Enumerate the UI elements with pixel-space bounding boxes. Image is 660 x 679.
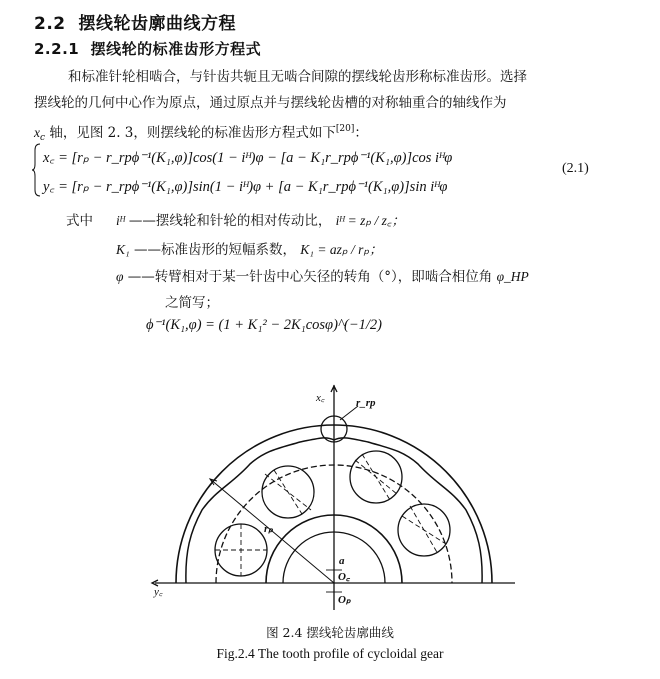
label-rp: rₚ: [264, 523, 273, 535]
cycloidal-gear-figure: [140, 382, 525, 614]
subsection-number: 2.2.1: [34, 40, 80, 58]
definition-formula: φ_HP: [496, 269, 529, 284]
label-oc: O꜀: [338, 571, 350, 583]
equation-y: y꜀ = [rₚ − r_rpϕ⁻¹(K₁,φ)]sin(1 − iᴴ)φ + [a − K₁r_rpϕ⁻¹(K₁,φ)]sin iᴴφ: [43, 179, 448, 195]
label-a: a: [339, 555, 345, 567]
definition-text: ——转臂相对于某一针齿中心矢径的转角（°），即啮合相位角: [127, 269, 493, 285]
definition-phi: [116, 265, 529, 285]
definition-formula: iᴴ = zₚ / z꜀；: [335, 213, 406, 228]
definition-symbol: φ: [116, 269, 124, 284]
equation-brace: [31, 143, 41, 197]
paragraph-line-3: 轴，见图 2. 3，则摆线轮的标准齿形方程式如下: [45, 125, 336, 141]
subsection-title: 摆线轮的标准齿形方程式: [90, 40, 262, 58]
figure-caption-cn: 图 2.4 摆线轮齿廓曲线: [266, 625, 394, 640]
subsection-heading: [34, 38, 261, 59]
where-label: 式中: [66, 213, 93, 229]
definition-text: ——摆线轮和针轮的相对传动比，: [128, 213, 332, 229]
paragraph-line-1: 和标准针轮相啮合，与针齿共轭且无啮合间隙的摆线轮齿形称标准齿形。选择: [68, 69, 527, 85]
definition-ih: [116, 209, 405, 229]
section-number: 2.2: [34, 14, 66, 34]
definition-phi-continuation: 之简写；: [165, 295, 219, 311]
equation-number: (2.1): [562, 161, 589, 176]
equation-x: x꜀ = [rₚ − r_rpϕ⁻¹(K₁,φ)]cos(1 − iᴴ)φ − [a − K₁r_rpϕ⁻¹(K₁,φ)]cos iᴴφ: [43, 150, 453, 166]
label-rrp: r_rp: [356, 397, 376, 409]
xc-axis-subscript: c: [40, 133, 46, 143]
label-op: Oₚ: [338, 594, 351, 606]
figure-caption-en: Fig.2.4 The tooth profile of cycloidal gear: [216, 646, 444, 661]
section-heading: [34, 9, 236, 34]
definition-symbol: K₁: [116, 242, 130, 257]
definition-symbol: iᴴ: [116, 213, 125, 228]
label-yc: y꜀: [154, 586, 163, 598]
section-title: 摆线轮齿廓曲线方程: [78, 14, 236, 34]
phi-inverse-formula: ϕ⁻¹(K₁,φ) = (1 + K₁² − 2K₁cosφ)^(−1/2): [146, 317, 382, 333]
definition-formula: K₁ = azₚ / rₚ；: [300, 242, 383, 257]
definition-text: ——标准齿形的短幅系数，: [134, 242, 296, 258]
paragraph-line-3-end: ：: [354, 125, 368, 141]
label-xc: x꜀: [316, 392, 325, 404]
paragraph-line-2: 摆线轮的几何中心作为原点，通过原点并与摆线轮齿槽的对称轴重合的轴线作为: [34, 95, 507, 111]
body-paragraph: [34, 64, 629, 151]
xc-axis-symbol: x: [34, 125, 40, 140]
citation-link[interactable]: [20]: [335, 124, 355, 134]
definition-k1: [116, 238, 383, 258]
